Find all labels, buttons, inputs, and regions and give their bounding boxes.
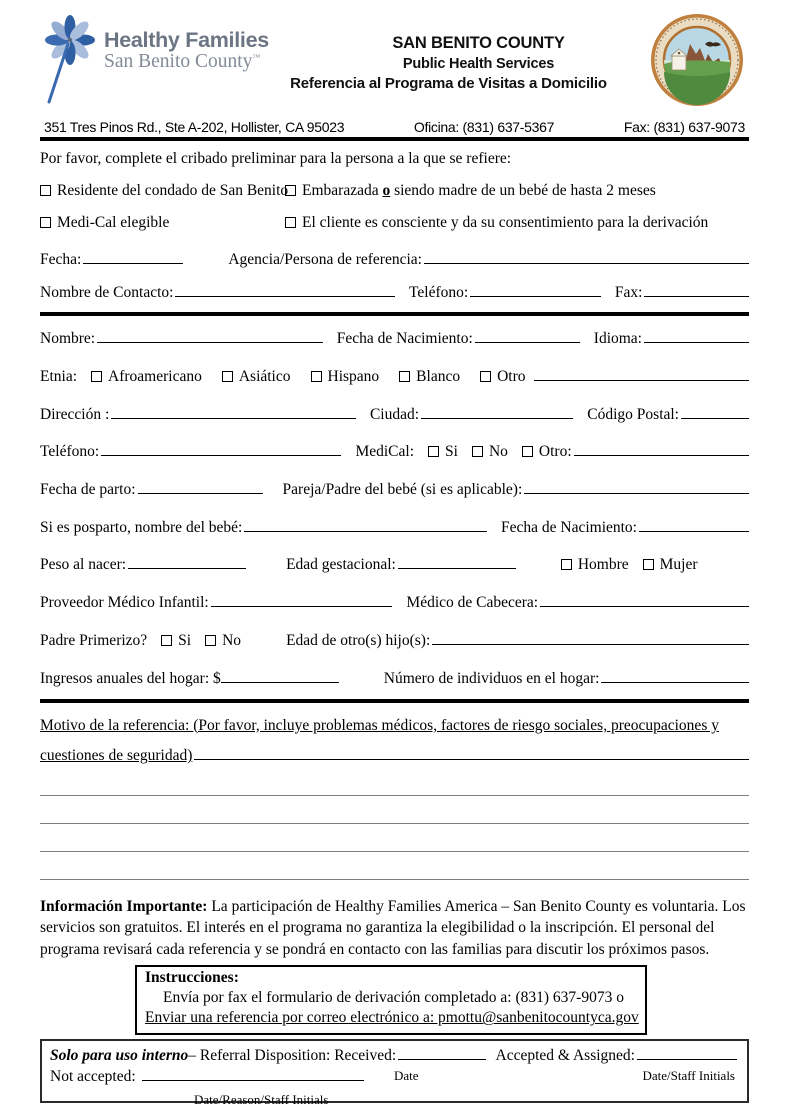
internal-row-1 xyxy=(50,1045,737,1065)
fecha-label: Fecha: xyxy=(40,250,82,268)
nombre-bebe-field[interactable] xyxy=(244,517,487,532)
primerizo-no: No xyxy=(205,632,241,650)
screening-checkbox-row-1 xyxy=(40,182,749,200)
etnia-hispano: Hispano xyxy=(311,368,380,386)
checkbox-item-consent: El cliente es consciente y da su consentimiento para la derivación xyxy=(285,214,708,232)
street-address: 351 Tres Pinos Rd., Ste A-202, Hollister, CA 95023 xyxy=(44,119,345,135)
etnia-otro-checkbox[interactable] xyxy=(480,371,491,382)
received-date-field[interactable] xyxy=(398,1045,486,1060)
consent-checkbox[interactable] xyxy=(285,217,296,228)
direccion-label: Dirección : xyxy=(40,405,110,423)
primerizo-row xyxy=(40,630,749,650)
medical-otro: Otro: xyxy=(522,443,572,461)
blanco-checkbox[interactable] xyxy=(399,371,410,382)
etnia-otro-field[interactable] xyxy=(534,366,750,381)
logo-line2: San Benito County™ xyxy=(104,50,261,72)
medico-cabecera-field[interactable] xyxy=(540,592,749,607)
telefono-ref-label: Teléfono: xyxy=(409,284,469,302)
fecha-agencia-row xyxy=(40,249,749,269)
nombre-field[interactable] xyxy=(97,328,323,343)
instructions-email-line: Enviar una referencia por correo electrónico a: pmottu@sanbenitocountyca.gov xyxy=(145,1009,639,1027)
fax-ref-field[interactable] xyxy=(644,283,749,298)
motivo-blank-line-1[interactable] xyxy=(40,768,749,796)
fecha-nacimiento-label: Fecha de Nacimiento: xyxy=(336,330,473,348)
edad-hijos-field[interactable] xyxy=(432,630,749,645)
embarazada-checkbox[interactable] xyxy=(285,185,296,196)
not-accepted-label: Not accepted: xyxy=(50,1068,136,1086)
fecha-field[interactable] xyxy=(83,249,183,264)
checkbox-item-medical: Medi-Cal elegible xyxy=(40,214,285,232)
telefono-field[interactable] xyxy=(101,442,341,457)
internal-use-box xyxy=(40,1039,749,1107)
fecha-nacimiento-field[interactable] xyxy=(475,328,580,343)
referral-disposition-label: – Referral Disposition: Received: xyxy=(188,1046,397,1064)
section-divider-1 xyxy=(40,312,749,316)
etnia-blanco: Blanco xyxy=(399,368,460,386)
mujer-checkbox[interactable] xyxy=(643,559,654,570)
medical-si-checkbox[interactable] xyxy=(428,446,439,457)
internal-use-label: Solo para uso interno xyxy=(50,1046,189,1064)
primerizo-si: Si xyxy=(161,632,191,650)
afroamericano-checkbox[interactable] xyxy=(91,371,102,382)
agencia-label: Agencia/Persona de referencia: xyxy=(228,250,422,268)
ciudad-field[interactable] xyxy=(421,404,573,419)
screening-intro: Por favor, complete el cribado preliminar para la persona a la que se refiere: xyxy=(40,150,512,167)
checkbox-item-residente: Residente del condado de San Benito xyxy=(40,182,285,200)
medical-si: Si xyxy=(428,443,458,461)
direccion-field[interactable] xyxy=(111,404,356,419)
logo-line1: Healthy Families xyxy=(104,28,269,52)
peso-field[interactable] xyxy=(128,555,246,570)
medical-eligible-checkbox[interactable] xyxy=(40,217,51,228)
county-seal-icon xyxy=(649,12,745,108)
pinwheel-icon xyxy=(40,12,102,108)
trademark-mark: ™ xyxy=(252,52,261,62)
edad-gestacional-label: Edad gestacional: xyxy=(286,556,396,574)
ingresos-label: Ingresos anuales del hogar: $ xyxy=(40,669,221,687)
edad-hijos-label: Edad de otro(s) hijo(s): xyxy=(286,631,431,649)
accepted-assigned-label: Accepted & Assigned: xyxy=(495,1046,635,1064)
not-accepted-field[interactable] xyxy=(142,1067,364,1082)
header-divider xyxy=(40,137,749,141)
telefono-medical-row xyxy=(40,442,749,462)
hispano-checkbox[interactable] xyxy=(311,371,322,382)
medical-label: MediCal: xyxy=(355,443,415,461)
logo-wordmark xyxy=(104,30,269,72)
important-info-paragraph: Información Importante: La participación de Healthy Families America – San Benito County es voluntaria. Los servicios son gratuitos. El interés en el programa no garantiza la elegibilidad o la inscripción. El personal del programa revisará cada referencia y se pondrá en contacto con las familias para discutir los próximos pasos. xyxy=(40,898,746,958)
department-title: Public Health Services xyxy=(402,56,555,72)
accepted-assigned-field[interactable] xyxy=(637,1045,737,1060)
healthy-families-logo xyxy=(40,12,308,108)
peso-row xyxy=(40,555,749,575)
contacto-field[interactable] xyxy=(175,283,395,298)
address-row xyxy=(40,119,749,135)
ciudad-label: Ciudad: xyxy=(369,405,420,423)
section-divider-2 xyxy=(40,699,749,703)
pareja-field[interactable] xyxy=(524,479,749,494)
medical-otro-checkbox[interactable] xyxy=(522,446,533,457)
info-bold-label: Información Importante: xyxy=(40,898,208,916)
header-titles xyxy=(290,34,649,92)
county-title: SAN BENITO COUNTY xyxy=(392,34,565,52)
motivo-blank-line-4[interactable] xyxy=(40,852,749,880)
medico-cabecera-label: Médico de Cabecera: xyxy=(406,594,539,612)
sexo-hombre: Hombre xyxy=(561,556,629,574)
individuos-label: Número de individuos en el hogar: xyxy=(383,669,600,687)
hombre-checkbox[interactable] xyxy=(561,559,572,570)
motivo-field-line2[interactable] xyxy=(194,746,749,761)
bold-o: o xyxy=(382,182,391,199)
asiatico-checkbox[interactable] xyxy=(222,371,233,382)
date-staff-initials-caption: Date/Staff Initials xyxy=(642,1067,735,1083)
etnia-label: Etnia: xyxy=(40,367,78,385)
form-header xyxy=(40,12,749,113)
motivo-blank-line-3[interactable] xyxy=(40,824,749,852)
idioma-field[interactable] xyxy=(644,328,749,343)
proveedor-label: Proveedor Médico Infantil: xyxy=(40,594,209,612)
pareja-label: Pareja/Padre del bebé (si es aplicable): xyxy=(282,481,523,499)
medical-otro-field[interactable] xyxy=(574,442,749,457)
etnia-otro: Otro xyxy=(480,368,525,386)
codigo-postal-field[interactable] xyxy=(681,404,749,419)
edad-gestacional-field[interactable] xyxy=(398,555,516,570)
etnia-row xyxy=(40,366,749,386)
agencia-field[interactable] xyxy=(424,249,749,264)
primerizo-no-checkbox[interactable] xyxy=(205,635,216,646)
ingresos-row xyxy=(40,668,749,688)
direccion-row xyxy=(40,404,749,424)
nombre-row xyxy=(40,328,749,348)
instructions-title: Instrucciones: xyxy=(145,968,239,986)
instructions-box xyxy=(135,965,647,1035)
proveedor-row xyxy=(40,592,749,612)
screening-checkbox-row-2 xyxy=(40,214,749,232)
form-title: Referencia al Programa de Visitas a Domicilio xyxy=(290,75,607,92)
contacto-label: Nombre de Contacto: xyxy=(40,284,174,302)
date-reason-staff-initials-caption: Date/Reason/Staff Initials xyxy=(194,1091,329,1107)
fnac-bebe-field[interactable] xyxy=(639,517,749,532)
date-caption: Date xyxy=(394,1067,419,1083)
etnia-asiatico: Asiático xyxy=(222,368,291,386)
checkbox-item-embarazada: Embarazada o siendo madre de un bebé de hasta 2 meses xyxy=(285,182,656,200)
codigo-postal-label: Código Postal: xyxy=(587,405,679,423)
fecha-parto-field[interactable] xyxy=(138,479,263,494)
idioma-label: Idioma: xyxy=(593,330,642,348)
posparto-row xyxy=(40,517,749,537)
fax-number: Fax: (831) 637-9073 xyxy=(623,119,745,135)
sexo-mujer: Mujer xyxy=(643,556,698,574)
posparto-label: Si es posparto, nombre del bebé: xyxy=(40,518,243,536)
peso-label: Peso al nacer: xyxy=(40,556,127,574)
primerizo-label: Padre Primerizo? xyxy=(40,631,148,649)
fax-ref-label: Fax: xyxy=(614,284,643,302)
residente-checkbox[interactable] xyxy=(40,185,51,196)
proveedor-field[interactable] xyxy=(211,592,393,607)
instructions-fax-line: Envía por fax el formulario de derivación completado a: (831) 637-9073 o xyxy=(163,989,624,1007)
nombre-label: Nombre: xyxy=(40,330,96,348)
office-phone: Oficina: (831) 637-5367 xyxy=(413,119,555,135)
etnia-afroamericano: Afroamericano xyxy=(91,368,202,386)
fecha-parto-label: Fecha de parto: xyxy=(40,481,136,499)
motivo-blank-line-2[interactable] xyxy=(40,796,749,824)
medical-no-checkbox[interactable] xyxy=(472,446,483,457)
motivo-line1: Motivo de la referencia: (Por favor, incluye problemas médicos, factores de riesgo sociales, preocupaciones y xyxy=(40,716,719,734)
telefono-ref-field[interactable] xyxy=(470,283,601,298)
telefono-label: Teléfono: xyxy=(40,443,100,461)
ingresos-field[interactable] xyxy=(221,668,339,683)
contacto-row xyxy=(40,283,749,303)
individuos-field[interactable] xyxy=(601,668,749,683)
primerizo-si-checkbox[interactable] xyxy=(161,635,172,646)
county-seal xyxy=(649,12,749,113)
medical-no: No xyxy=(472,443,508,461)
fecha-parto-row xyxy=(40,479,749,499)
motivo-line2: cuestiones de seguridad) xyxy=(40,746,749,766)
fnac-bebe-label: Fecha de Nacimiento: xyxy=(500,518,637,536)
